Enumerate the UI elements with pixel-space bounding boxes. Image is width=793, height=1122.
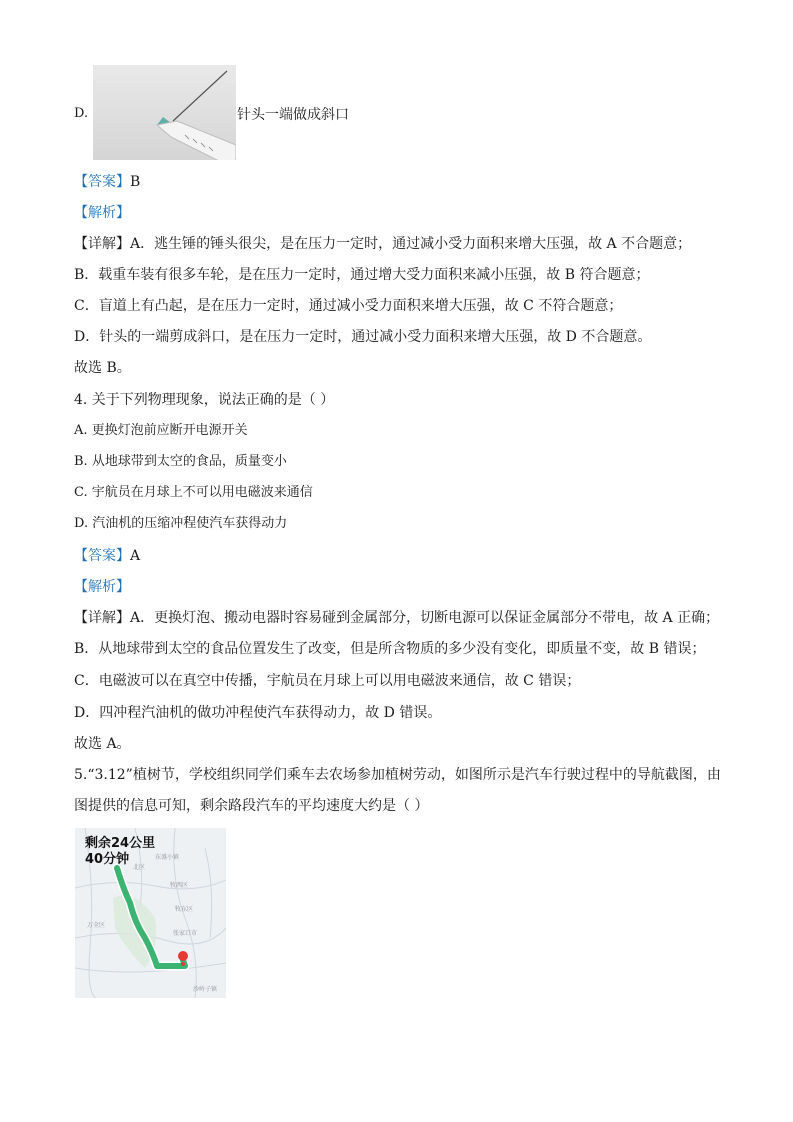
remaining-distance: 剩余24公里 [85, 836, 156, 851]
q5-stem-line2: 图提供的信息可知，剩余路段汽车的平均速度大约是（ ） [74, 798, 429, 814]
map-place-label: 张家口市 [173, 930, 198, 937]
q4-detail-line-b: B．从地球带到太空的食品位置发生了改变，但是所含物质的多少没有变化，即质量不变，故 B 错误； [74, 641, 706, 657]
q3-detail-line-a [74, 235, 691, 253]
map-place-label: 牧东区 [175, 906, 194, 913]
map-place-label: 北区 [133, 864, 146, 871]
q4-detail-line-c: C．电磁波可以在真空中传播，宇航员在月球上可以用电磁波来通信，故 C 错误； [74, 673, 581, 689]
q4-option-b: B. 从地球带到太空的食品，质量变小 [74, 454, 287, 469]
q3-conclusion: 故选 B。 [74, 360, 131, 376]
q4-stem: 4. 关于下列物理现象，说法正确的是（ ） [74, 392, 335, 408]
answer-value: A [130, 548, 141, 564]
q4-answer [74, 547, 140, 565]
map-place-label: 沙岭子镇 [193, 986, 218, 993]
q4-conclusion: 故选 A。 [74, 736, 131, 752]
syringe-needle-icon [93, 65, 236, 160]
q4-option-a: A. 更换灯泡前应断开电源开关 [74, 423, 248, 438]
q5-stem-line1: 5.“3.12”植树节，学校组织同学们乘车去农场参加植树劳动，如图所示是汽车行驶过程中的导航截图，由 [74, 767, 721, 783]
q4-detail-line-a [74, 609, 719, 627]
q4-analysis-tag [74, 578, 130, 596]
q3-analysis-tag [74, 204, 130, 222]
option-d-text: 针头一端做成斜口 [237, 107, 349, 123]
q3-detail-line-d: D．针头的一端剪成斜口，是在压力一定时，通过减小受力面积来增大压强，故 D 不合题意。 [74, 329, 652, 345]
map-place-label: 万全区 [87, 922, 106, 929]
map-place-label: 牧西区 [170, 882, 189, 889]
analysis-tag: 【解析】 [74, 579, 130, 595]
detail-tag: 【详解】 [74, 610, 130, 626]
answer-value: B [130, 174, 141, 190]
q4-option-d: D. 汽油机的压缩冲程使汽车获得动力 [74, 516, 288, 531]
option-d-label: D. [74, 106, 89, 121]
q3-detail-line-c: C．盲道上有凸起，是在压力一定时，通过减小受力面积来增大压强，故 C 不符合题意； [74, 298, 623, 314]
analysis-tag: 【解析】 [74, 205, 130, 221]
q3-detail-line-b: B．载重车装有很多车轮，是在压力一定时，通过增大受力面积来减小压强，故 B 符合题意； [74, 267, 650, 283]
syringe-image [93, 65, 236, 160]
answer-tag: 【答案】 [74, 174, 130, 190]
detail-tag: 【详解】 [74, 236, 130, 252]
answer-tag: 【答案】 [74, 548, 130, 564]
detail-text: A．更换灯泡、搬动电器时容易碰到金属部分，切断电源可以保证金属部分不带电，故 A 正确； [130, 610, 720, 626]
q4-option-c: C. 宇航员在月球上不可以用电磁波来通信 [74, 485, 313, 500]
map-place-label: 东盛小镇 [155, 854, 180, 861]
q4-detail-line-d: D．四冲程汽油机的做功冲程使汽车获得动力，故 D 错误。 [74, 705, 442, 721]
detail-text: A．逃生锤的锤头很尖，是在压力一定时，通过减小受力面积来增大压强，故 A 不合题意； [130, 236, 692, 252]
q3-answer [74, 173, 140, 191]
remaining-time: 40分钟 [85, 852, 130, 867]
navigation-map [75, 828, 226, 998]
